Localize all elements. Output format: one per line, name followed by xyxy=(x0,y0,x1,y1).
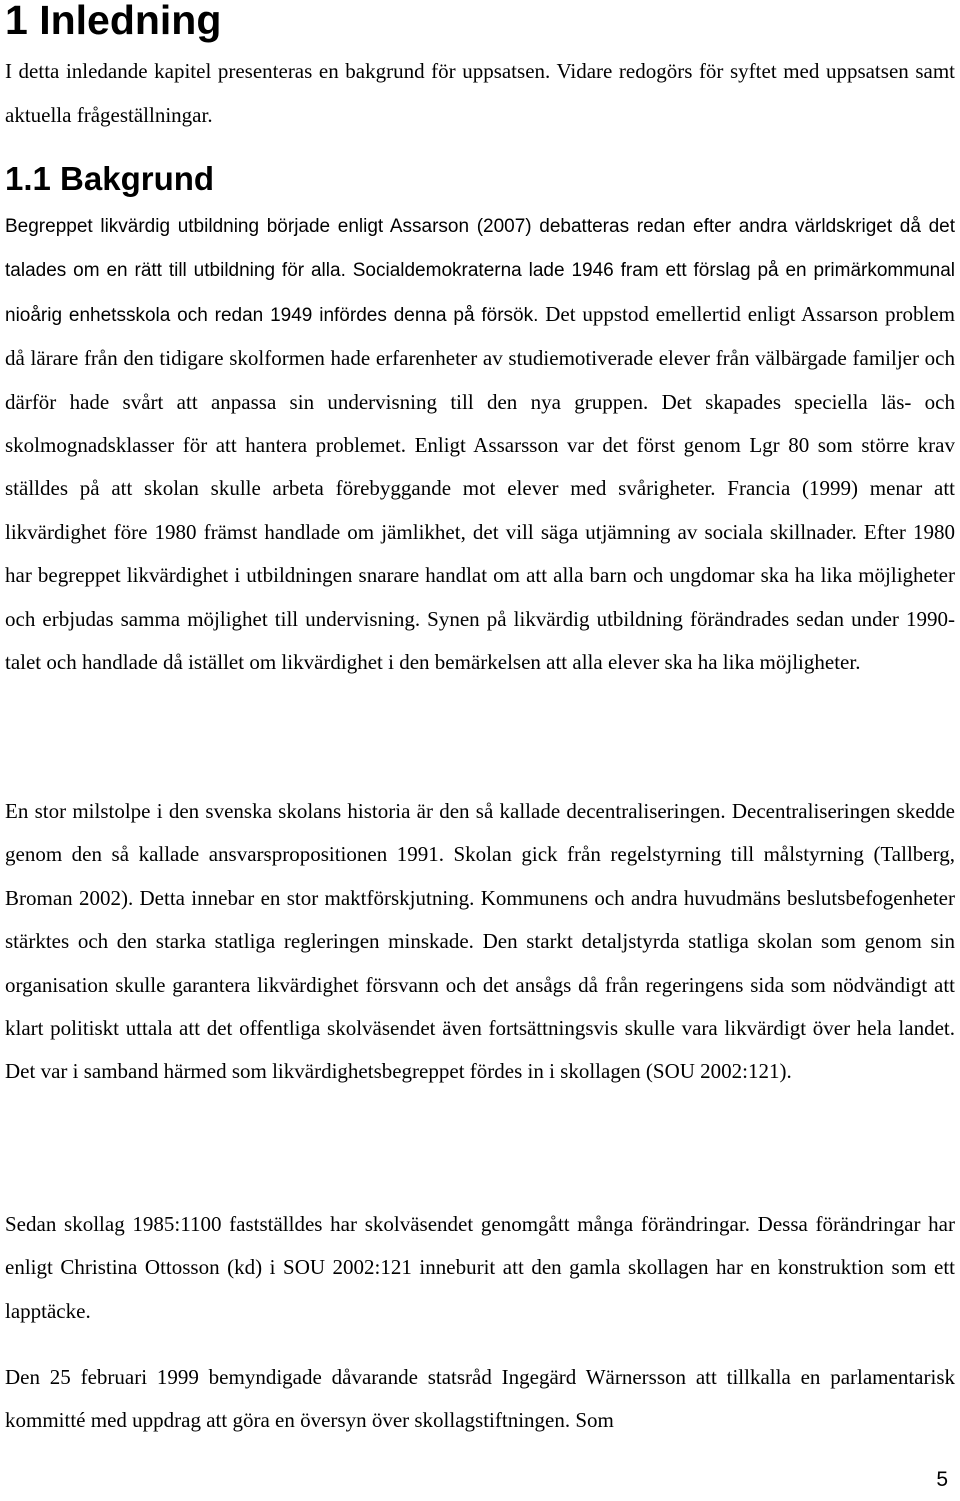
chapter-heading: 1 Inledning xyxy=(5,0,222,43)
paragraph-2: En stor milstolpe i den svenska skolans historia är den så kallade decentraliseringen. Decentraliseringen skedde genom den så kallade ansvarspropositionen 1991. Skolan gick från regelstyrning till målstyrning (Tallberg, Broman 2002). Detta innebar en stor maktförskjutning. Kommunens och andra huvudmäns beslutsbefogenheter stärktes och den starka statliga regleringen minskade. Den starkt detaljstyrda statliga skolan som genom sin organisation skulle garantera likvärdighet försvann och det ansågs då från regeringens sida som nödvändigt att klart politiskt uttala att det offentliga skolväsendet även fortsättningsvis skulle vara likvärdigt över hela landet. Det var i samband härmed som likvärdighetsbegreppet fördes in i skollagen (SOU 2002:121). xyxy=(5,799,955,1084)
page-number: 5 xyxy=(936,1468,948,1491)
paragraph-1-sans-part: Begreppet likvärdig utbildning började enligt Assarson (2007) debatteras redan efter andra världskriget då det talades om en rätt till utbildning för alla. Socialdemokraterna lade 1946 fram ett förslag på en primärkommunal nioårig enhetsskola och redan 1949 infördes denna på försök. xyxy=(5,216,955,326)
paragraph-3: Sedan skollag 1985:1100 fastställdes har skolväsendet genomgått många förändringar. Dessa förändringar har enligt Christina Ottosson (kd) i SOU 2002:121 inneburit att den gamla skollagen har en konstruktion som ett lapptäcke. xyxy=(5,1212,955,1323)
paragraph-1 xyxy=(5,204,955,684)
chapter-intro: I detta inledande kapitel presenteras en bakgrund för uppsatsen. Vidare redogörs för syftet med uppsatsen samt aktuella frågeställningar. xyxy=(5,59,955,127)
paragraph-1-serif-part: Det uppstod emellertid enligt Assarson problem då lärare från den tidigare skolformen hade erfarenheter av studiemotiverade elever från välbärgade familjer och därför hade svårt att anpassa sin undervisning till den nya gruppen. Det skapades speciella läs- och skolmognadsklasser för att hantera problemet. Enligt Assarsson var det först genom Lgr 80 som större krav ställdes på att skolan skulle arbeta förebyggande mot elever med svårigheter. Francia (1999) menar att likvärdighet före 1980 främst handlade om jämlikhet, det vill säga utjämning av sociala skillnader. Efter 1980 har begreppet likvärdighet i utbildningen snarare handlat om att alla barn och ungdomar ska ha lika möjligheter och erbjudas samma möjlighet till undervisning. Synen på likvärdig utbildning förändrades sedan under 1990-talet och handlade då istället om likvärdighet i den bemärkelsen att alla elever ska ha lika möjligheter. xyxy=(5,301,955,675)
section-heading: 1.1 Bakgrund xyxy=(5,160,215,197)
paragraph-4: Den 25 februari 1999 bemyndigade dåvarande statsråd Ingegärd Wärnersson att tillkalla en parlamentarisk kommitté med uppdrag att göra en översyn över skollagstiftningen. Som xyxy=(5,1365,955,1433)
document-page xyxy=(5,0,955,1501)
